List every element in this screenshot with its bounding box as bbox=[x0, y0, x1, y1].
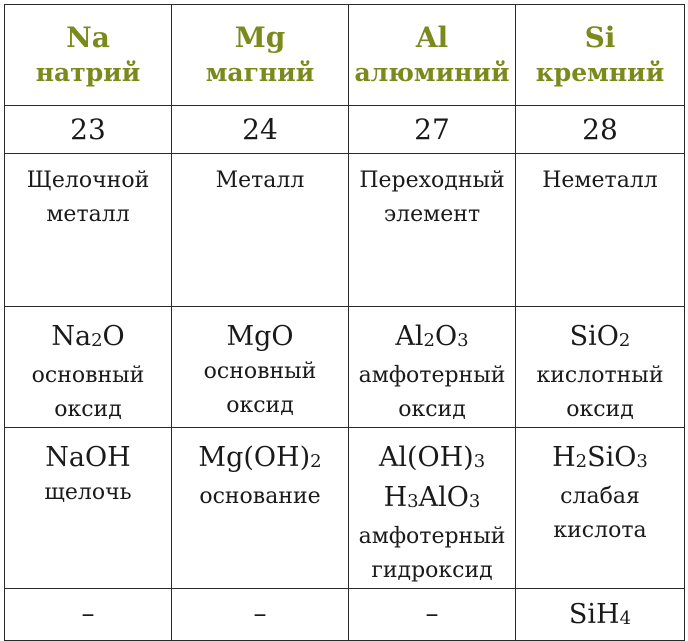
hydroxide-kind: амфотерный bbox=[358, 524, 506, 549]
type-text: Щелочной bbox=[26, 168, 150, 193]
hydride-cell-si: SiH$_4$ bbox=[516, 589, 685, 641]
element-symbol: Si bbox=[584, 21, 616, 54]
oxide-kind: амфотерный bbox=[358, 363, 506, 388]
atomic-mass-row bbox=[5, 106, 685, 154]
hydride-cell-mg: – bbox=[172, 589, 349, 641]
element-symbol: Na bbox=[66, 21, 110, 54]
atomic-mass-al: 27 bbox=[349, 106, 516, 154]
elements-comparison-table bbox=[4, 4, 685, 641]
element-name: алюминий bbox=[354, 58, 510, 87]
oxide-formula: MgO bbox=[226, 321, 294, 352]
header-cell-si bbox=[516, 5, 685, 106]
atomic-mass-na: 23 bbox=[5, 106, 172, 154]
hydride-cell-al: – bbox=[349, 589, 516, 641]
hydroxide-kind: кислота bbox=[553, 518, 647, 543]
oxide-formula: $Al_2O_3$ bbox=[395, 321, 469, 352]
hydroxide-kind: основание bbox=[199, 484, 321, 509]
oxide-kind: основный bbox=[203, 359, 317, 384]
oxide-kind: основный bbox=[31, 363, 145, 388]
hydroxide-cell-si bbox=[516, 428, 685, 589]
element-name: магний bbox=[205, 58, 315, 87]
type-cell-mg bbox=[172, 154, 349, 307]
element-name: кремний bbox=[535, 58, 665, 87]
oxide-kind: оксид bbox=[398, 397, 466, 422]
hydroxide-formula: $Al(OH)_3$ bbox=[378, 442, 486, 473]
type-text: Переходный bbox=[359, 168, 505, 193]
hydroxide-cell-mg bbox=[172, 428, 349, 589]
hydroxide-cell-na bbox=[5, 428, 172, 589]
type-cell-si bbox=[516, 154, 685, 307]
oxide-row bbox=[5, 307, 685, 428]
type-text: элемент bbox=[383, 202, 481, 227]
atomic-mass-mg: 24 bbox=[172, 106, 349, 154]
oxide-cell-si bbox=[516, 307, 685, 428]
element-type-row bbox=[5, 154, 685, 307]
type-text: Металл bbox=[215, 168, 305, 193]
type-text: Неметалл bbox=[542, 168, 658, 193]
header-cell-mg bbox=[172, 5, 349, 106]
header-cell-na bbox=[5, 5, 172, 106]
hydroxide-row bbox=[5, 428, 685, 589]
oxide-kind: кислотный bbox=[536, 363, 664, 388]
oxide-kind: оксид bbox=[54, 397, 122, 422]
hydroxide-formula: NaOH bbox=[45, 442, 131, 473]
oxide-cell-al bbox=[349, 307, 516, 428]
type-text: металл bbox=[46, 202, 130, 227]
oxide-formula: $Na_2O$ bbox=[51, 321, 125, 352]
element-name: натрий bbox=[35, 58, 141, 87]
hydride-cell-na: – bbox=[5, 589, 172, 641]
oxide-cell-mg bbox=[172, 307, 349, 428]
header-row bbox=[5, 5, 685, 106]
hydroxide-kind: слабая bbox=[560, 484, 640, 509]
oxide-formula: SiO$_2$ bbox=[569, 321, 631, 352]
hydride-row bbox=[5, 589, 685, 641]
hydroxide-kind: гидроксид bbox=[371, 558, 493, 583]
header-cell-al bbox=[349, 5, 516, 106]
hydroxide-formula: $Mg(OH)_2$ bbox=[198, 442, 322, 473]
atomic-mass-si: 28 bbox=[516, 106, 685, 154]
type-cell-na bbox=[5, 154, 172, 307]
element-symbol: Al bbox=[415, 21, 449, 54]
hydroxide-formula-alt: $H_3AlO_3$ bbox=[383, 482, 481, 513]
hydroxide-cell-al bbox=[349, 428, 516, 589]
oxide-cell-na bbox=[5, 307, 172, 428]
element-symbol: Mg bbox=[234, 21, 286, 54]
hydroxide-kind: щелочь bbox=[44, 480, 132, 505]
oxide-kind: оксид bbox=[226, 393, 294, 418]
hydroxide-formula: $H_2SiO_3$ bbox=[552, 442, 648, 473]
oxide-kind: оксид bbox=[566, 397, 634, 422]
type-cell-al bbox=[349, 154, 516, 307]
